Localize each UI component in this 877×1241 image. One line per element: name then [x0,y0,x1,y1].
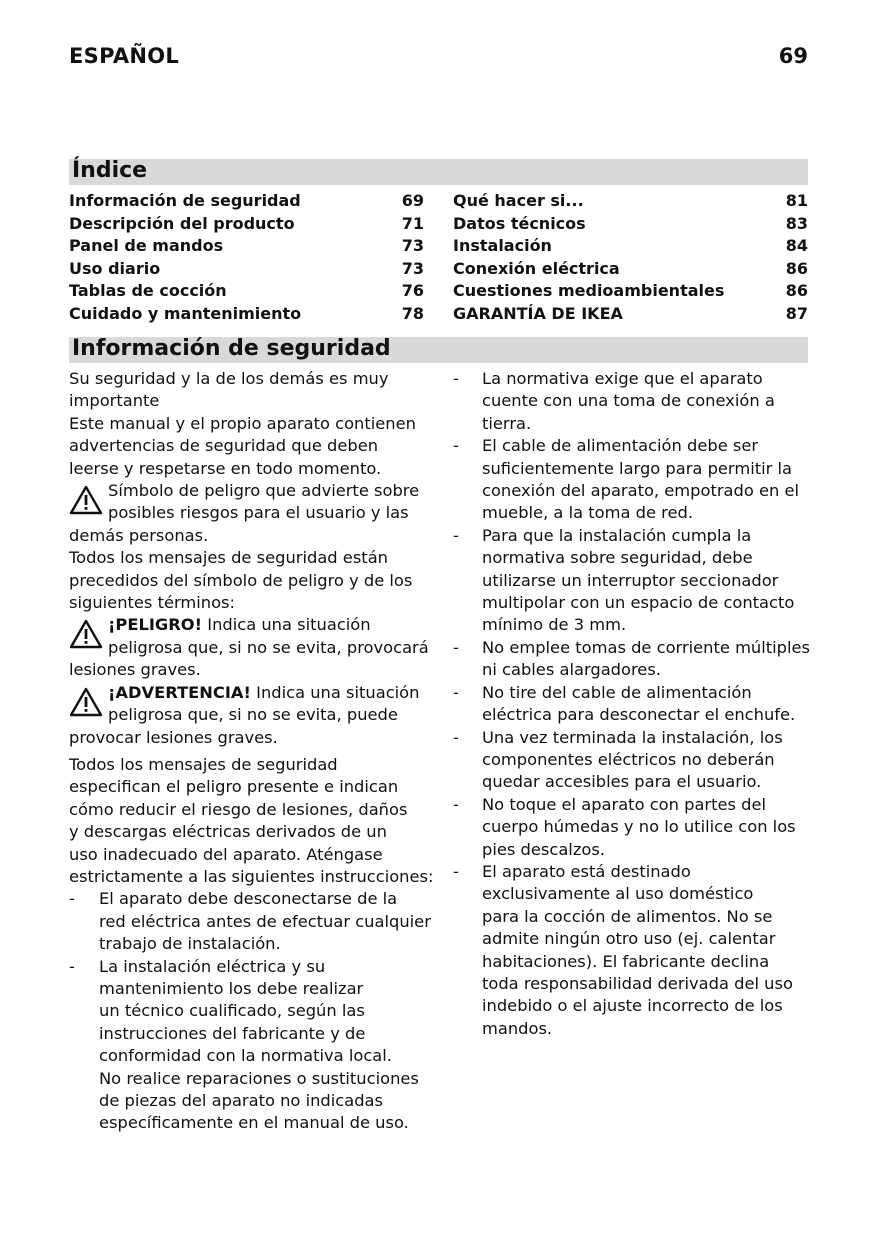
bullet-text: mínimo de 3 mm. [482,615,627,635]
bullet-item [69,956,439,1135]
warning-triangle-icon [69,687,103,717]
toc-entry-label: Qué hacer si... [453,191,584,210]
bullet-text: La instalación eléctrica y su [99,956,326,976]
safety-heading: Información de seguridad [72,336,391,361]
messages-detail-line: y descargas eléctricas derivados de un [69,822,387,842]
bullet-text: componentes eléctricos no deberán [482,749,775,769]
toc-entry-page: 69 [401,191,424,210]
messages-intro-line: precedidos del símbolo de peligro y de los [69,570,413,590]
danger-text: peligrosa que, si no se evita, provocará [108,637,429,657]
toc-entry-page: 84 [785,236,808,256]
messages-intro [69,547,439,614]
bullet-text: instrucciones del fabricante y de [99,1023,366,1043]
bullet-text: mueble, a la toma de red. [482,503,693,523]
bullet-text: conformidad con la normativa local. [99,1046,392,1066]
bullet-dash: - [453,794,459,814]
bullet-text: habitaciones). El fabricante declina [482,951,770,971]
bullet-item [453,435,813,525]
bullet-text: El cable de alimentación debe ser [482,436,759,456]
bullet-text: para la cocción de alimentos. No se [482,906,773,926]
bullet-text: El aparato debe desconectarse de la [99,889,398,909]
bullet-text: trabajo de instalación. [99,934,281,954]
bullet-text: No realice reparaciones o sustituciones [99,1068,419,1088]
warning-block [69,682,439,749]
bullet-text: No toque el aparato con partes del [482,794,767,814]
bullet-item [453,861,813,1040]
bullet-text: conexión del aparato, empotrado en el [482,481,800,501]
toc-entry-page: 71 [401,213,424,233]
bullet-dash: - [453,436,459,456]
toc-entry-page: 73 [401,258,424,278]
symbol-text: Símbolo de peligro que advierte sobre [108,481,420,501]
toc-entry-label: Cuestiones medioambientales [453,281,725,301]
toc-entry-page: 76 [401,281,424,301]
toc-entry [69,190,424,213]
intro-line: leerse y respetarse en todo momento. [69,458,382,478]
bullet-text: normativa sobre seguridad, debe [482,548,753,568]
page-number: 69 [778,44,808,68]
safety-left-column [69,368,439,1135]
bullet-text: toda responsabilidad derivada del uso [482,973,793,993]
toc-entry-label: Descripción del producto [69,213,295,233]
warning-triangle-icon [69,485,103,515]
bullet-dash: - [69,889,75,909]
bullet-text: de piezas del aparato no indicadas [99,1091,383,1110]
toc-right-column [453,190,808,326]
left-bullet-list [69,888,439,1134]
toc-entry [453,190,808,213]
warning-text: provocar lesiones graves. [69,727,278,747]
bullet-text: cuente con una toma de conexión a [482,391,775,411]
messages-intro-line: Todos los mensajes de seguridad están [69,548,388,568]
toc-entry-page: 83 [785,213,808,233]
bullet-text: eléctrica para desconectar el enchufe. [482,705,796,725]
bullet-text: mandos. [482,1018,553,1038]
bullet-item [453,368,813,435]
bullet-text: tierra. [482,413,532,433]
bullet-item [453,794,813,861]
bullet-text: utilizarse un interruptor seccionador [482,570,779,590]
bullet-item [453,637,813,682]
messages-detail-line: estrictamente a las siguientes instrucciones: [69,866,434,886]
toc-entry-label: Conexión eléctrica [453,258,620,278]
toc-entry-label: Instalación [453,236,552,256]
bullet-text: específicamente en el manual de uso. [99,1113,409,1133]
toc-entry-label: Panel de mandos [69,236,224,256]
bullet-item [453,525,813,637]
toc-entry [69,235,424,258]
toc-heading-bar [69,159,808,185]
bullet-text: ni cables alargadores. [482,660,661,680]
intro-line: Este manual y el propio aparato contienen [69,413,416,433]
bullet-text: red eléctrica antes de efectuar cualquier [99,911,431,931]
toc-entry [453,280,808,303]
symbol-text: demás personas. [69,525,209,545]
toc-entry-page: 87 [785,303,808,323]
toc-entry-label: Tablas de cocción [69,281,227,301]
bullet-text: admite ningún otro uso (ej. calentar [482,929,776,949]
messages-detail-line: especifican el peligro presente e indican [69,777,399,797]
toc-entry [69,213,424,236]
toc-entry [453,235,808,258]
toc-entry-page: 81 [785,191,808,210]
bullet-text: un técnico cualificado, según las [99,1001,365,1021]
toc-entry-label: Datos técnicos [453,213,586,233]
messages-detail-line: Todos los mensajes de seguridad [69,754,338,774]
messages-intro-line: siguientes términos: [69,593,236,613]
messages-detail [69,754,439,888]
bullet-text: La normativa exige que el aparato [482,369,763,388]
danger-text: lesiones graves. [69,660,201,680]
toc-left-column [69,190,424,326]
bullet-text: El aparato está destinado [482,861,691,881]
warning-term: ¡ADVERTENCIA! [108,682,251,702]
intro-text [69,368,439,480]
bullet-dash: - [453,861,459,881]
danger-term: ¡PELIGRO! [108,615,203,635]
bullet-text: Para que la instalación cumpla la [482,525,752,545]
bullet-text: No emplee tomas de corriente múltiples [482,637,811,657]
bullet-text: indebido o el ajuste incorrecto de los [482,996,783,1016]
safety-heading-bar [69,337,808,363]
intro-line: advertencias de seguridad que deben [69,436,379,456]
toc-entry [453,303,808,326]
toc-entry [69,303,424,326]
warning-triangle-icon [69,619,103,649]
bullet-dash: - [453,369,459,388]
toc-entry-page: 78 [401,303,424,323]
bullet-dash: - [453,637,459,657]
bullet-dash: - [453,525,459,545]
toc-entry-page: 86 [785,281,808,301]
bullet-text: No tire del cable de alimentación [482,682,752,702]
danger-text: Indica una situación [202,615,371,635]
bullet-item [69,888,439,955]
intro-line: importante [69,391,160,411]
toc-entry-label: Uso diario [69,258,161,278]
toc-entry-label: Información de seguridad [69,191,301,210]
danger-block [69,614,439,681]
bullet-item [453,682,813,727]
toc-entry-label: Cuidado y mantenimiento [69,303,302,323]
warning-text: Indica una situación [250,682,420,702]
bullet-text: Una vez terminada la instalación, los [482,727,783,747]
toc-entry-page: 73 [401,236,424,256]
bullet-dash: - [453,727,459,747]
bullet-text: multipolar con un espacio de contacto [482,593,795,613]
toc-entry [69,280,424,303]
symbol-text: posibles riesgos para el usuario y las [108,503,409,523]
bullet-item [453,727,813,794]
toc-heading: Índice [72,158,148,183]
toc-entry [453,213,808,236]
language-header: ESPAÑOL [69,44,180,68]
warning-text: peligrosa que, si no se evita, puede [108,705,398,725]
bullet-text: exclusivamente al uso doméstico [482,884,754,904]
danger-symbol-block [69,480,439,547]
bullet-text: quedar accesibles para el usuario. [482,772,762,792]
messages-detail-line: cómo reducir el riesgo de lesiones, daños [69,799,408,819]
bullet-text: suficientemente largo para permitir la [482,458,792,478]
toc-entry [69,258,424,281]
toc-entry-label: GARANTÍA DE IKEA [453,303,623,323]
messages-detail-line: uso inadecuado del aparato. Aténgase [69,844,383,864]
toc-entry-page: 86 [785,258,808,278]
bullet-dash: - [69,956,75,976]
bullet-text: cuerpo húmedas y no lo utilice con los [482,817,796,837]
bullet-text: mantenimiento los debe realizar [99,978,364,998]
safety-right-column [453,368,813,1040]
intro-line: Su seguridad y la de los demás es muy [69,369,389,388]
bullet-dash: - [453,682,459,702]
toc-entry [453,258,808,281]
bullet-text: pies descalzos. [482,839,605,859]
